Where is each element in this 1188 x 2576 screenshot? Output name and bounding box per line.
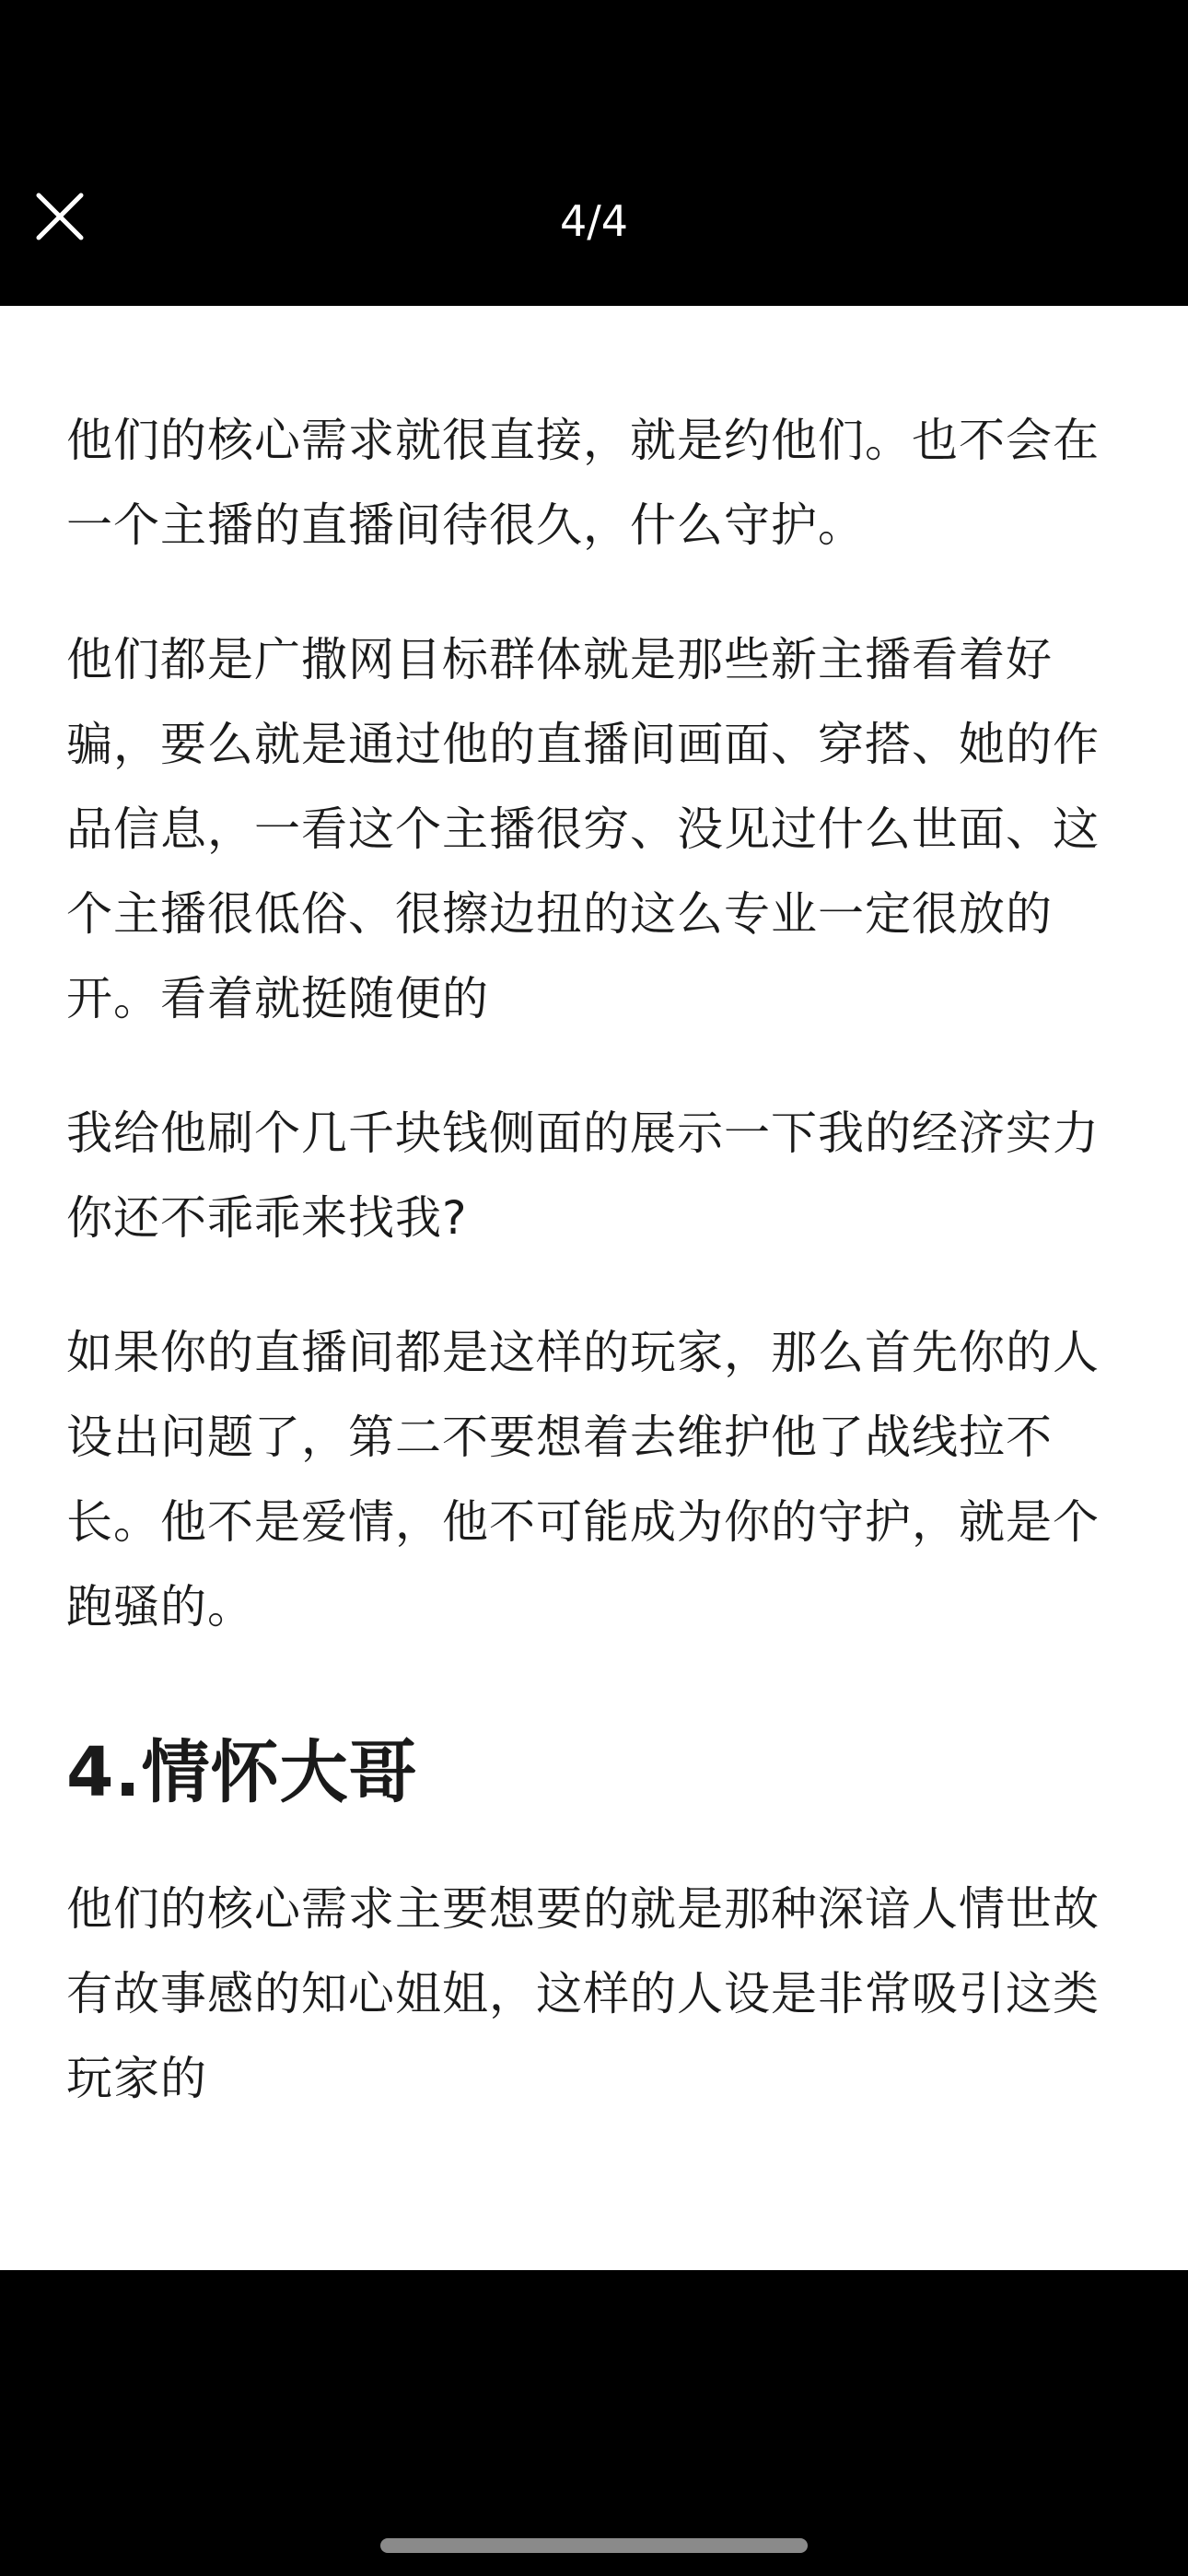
paragraph: 他们的核心需求主要想要的就是那种深谙人情世故有故事感的知心姐姐，这样的人设是非常吸引这类玩家的 [66, 1882, 1100, 2105]
image-content-card [0, 306, 1188, 2270]
viewer-bottom-bar [0, 2270, 1188, 2576]
viewer-top-bar [0, 0, 1188, 306]
page-indicator: 4/4 [559, 196, 629, 246]
section-heading: 4.情怀大哥 [66, 1733, 418, 1812]
paragraph: 他们的核心需求就很直接，就是约他们。也不会在一个主播的直播间待很久，什么守护。 [66, 414, 1100, 552]
article-body [66, 398, 1124, 2171]
home-indicator[interactable] [380, 2538, 808, 2553]
paragraph: 如果你的直播间都是这样的玩家，那么首先你的人设出问题了，第二不要想着去维护他了战线拉不长。他不是爱情，他不可能成为你的守护，就是个跑骚的。 [66, 1326, 1100, 1633]
paragraph: 他们都是广撒网目标群体就是那些新主播看着好骗，要么就是通过他的直播间画面、穿搭、她的作品信息，一看这个主播很穷、没见过什么世面、这个主播很低俗、很擦边扭的这么专业一定很放的开。看着就挺随便的 [66, 633, 1100, 1025]
paragraph: 我给他刷个几千块钱侧面的展示一下我的经济实力你还不乖乖来找我? [66, 1107, 1100, 1245]
